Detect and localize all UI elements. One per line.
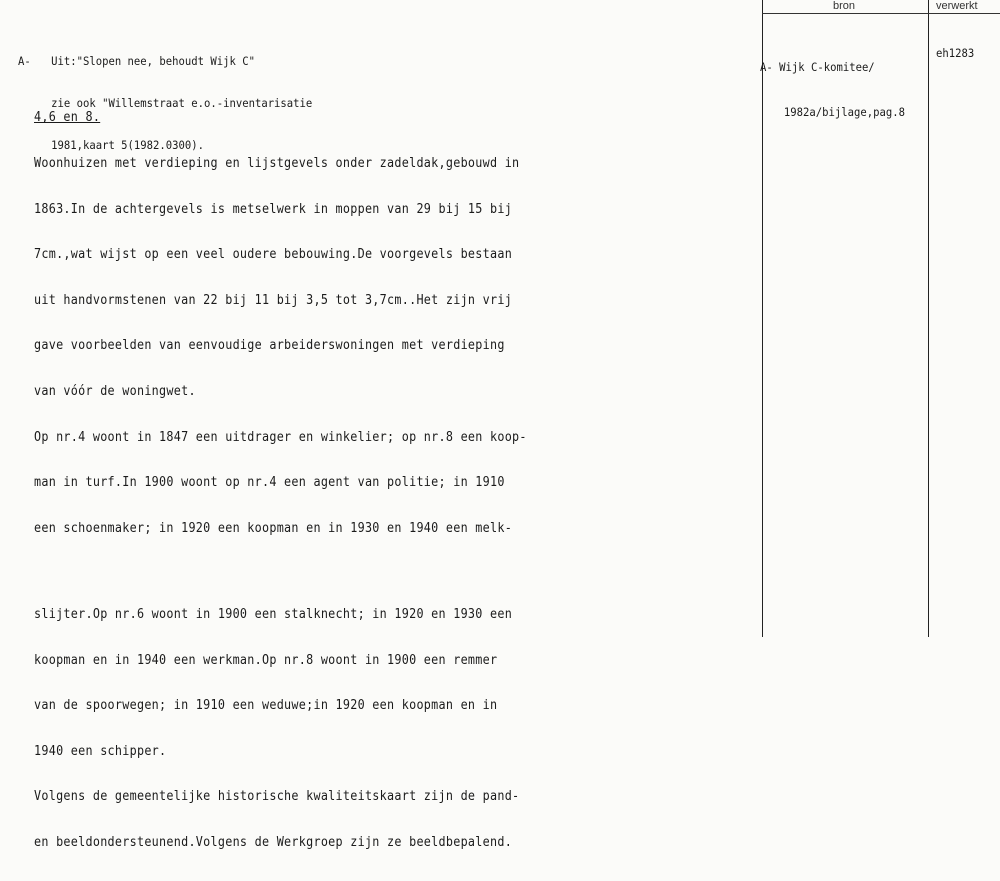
source-reference xyxy=(760,30,905,150)
body-line: uit handvormstenen van 22 bij 11 bij 3,5 tot 3,7cm..Het zijn vrij xyxy=(34,292,513,308)
body-line: slijter.Op nr.6 woont in 1900 een stalknecht; in 1920 en 1930 een xyxy=(34,606,513,622)
body-line: Volgens de gemeentelijke historische kwaliteitskaart zijn de pand- xyxy=(34,789,520,805)
body-line: Op nr.4 woont in 1847 een uitdrager en winkelier; op nr.8 een koop- xyxy=(34,429,527,445)
note-line-3: 1981,kaart 5(1982.0300). xyxy=(51,138,204,152)
source-line-2: 1982a/bijlage,pag.8 xyxy=(783,105,905,119)
body-line: 1863.In de achtergevels is metselwerk in moppen van 29 bij 15 bij xyxy=(34,201,513,217)
body-line: man in turf.In 1900 woont op nr.4 een agent van politie; in 1910 xyxy=(34,475,505,491)
body-line: van de spoorwegen; in 1910 een weduwe;in 1920 een koopman en in xyxy=(34,698,498,714)
note-line-2: zie ook "Willemstraat e.o.-inventarisatie xyxy=(51,96,313,110)
body-line: en beeldondersteunend.Volgens de Werkgroep zijn ze beeldbepalend. xyxy=(34,834,513,850)
body-line: van vóór de woningwet. xyxy=(34,384,196,400)
description-text xyxy=(34,80,527,881)
body-line: koopman en in 1940 een werkman.Op nr.8 woont in 1900 een remmer xyxy=(34,652,498,668)
body-line: Woonhuizen met verdieping en lijstgevels onder zadeldak,gebouwd in xyxy=(34,156,520,172)
source-line-1: Wijk C-komitee/ xyxy=(779,60,875,74)
note-marker: A- xyxy=(18,54,31,68)
column-header-bron: bron xyxy=(833,0,856,12)
source-marker: A- xyxy=(760,60,773,74)
column-divider-verwerkt xyxy=(928,0,929,637)
note-line-1: Uit:"Slopen nee, behoudt Wijk C" xyxy=(51,54,255,68)
body-line: 1940 een schipper. xyxy=(34,743,167,759)
header-rule xyxy=(762,13,1000,14)
body-line: gave voorbeelden van eenvoudige arbeiderswoningen met verdieping xyxy=(34,338,505,354)
column-header-verwerkt: verwerkt xyxy=(936,0,978,12)
processed-reference: eh1283 xyxy=(936,46,975,60)
line-gap xyxy=(34,567,527,577)
body-line: 7cm.,wat wijst op een veel oudere bebouwing.De voorgevels bestaan xyxy=(34,247,513,263)
house-numbers-heading: 4,6 en 8. xyxy=(34,110,101,126)
body-line: een schoenmaker; in 1920 een koopman en in 1930 en 1940 een melk- xyxy=(34,520,513,536)
